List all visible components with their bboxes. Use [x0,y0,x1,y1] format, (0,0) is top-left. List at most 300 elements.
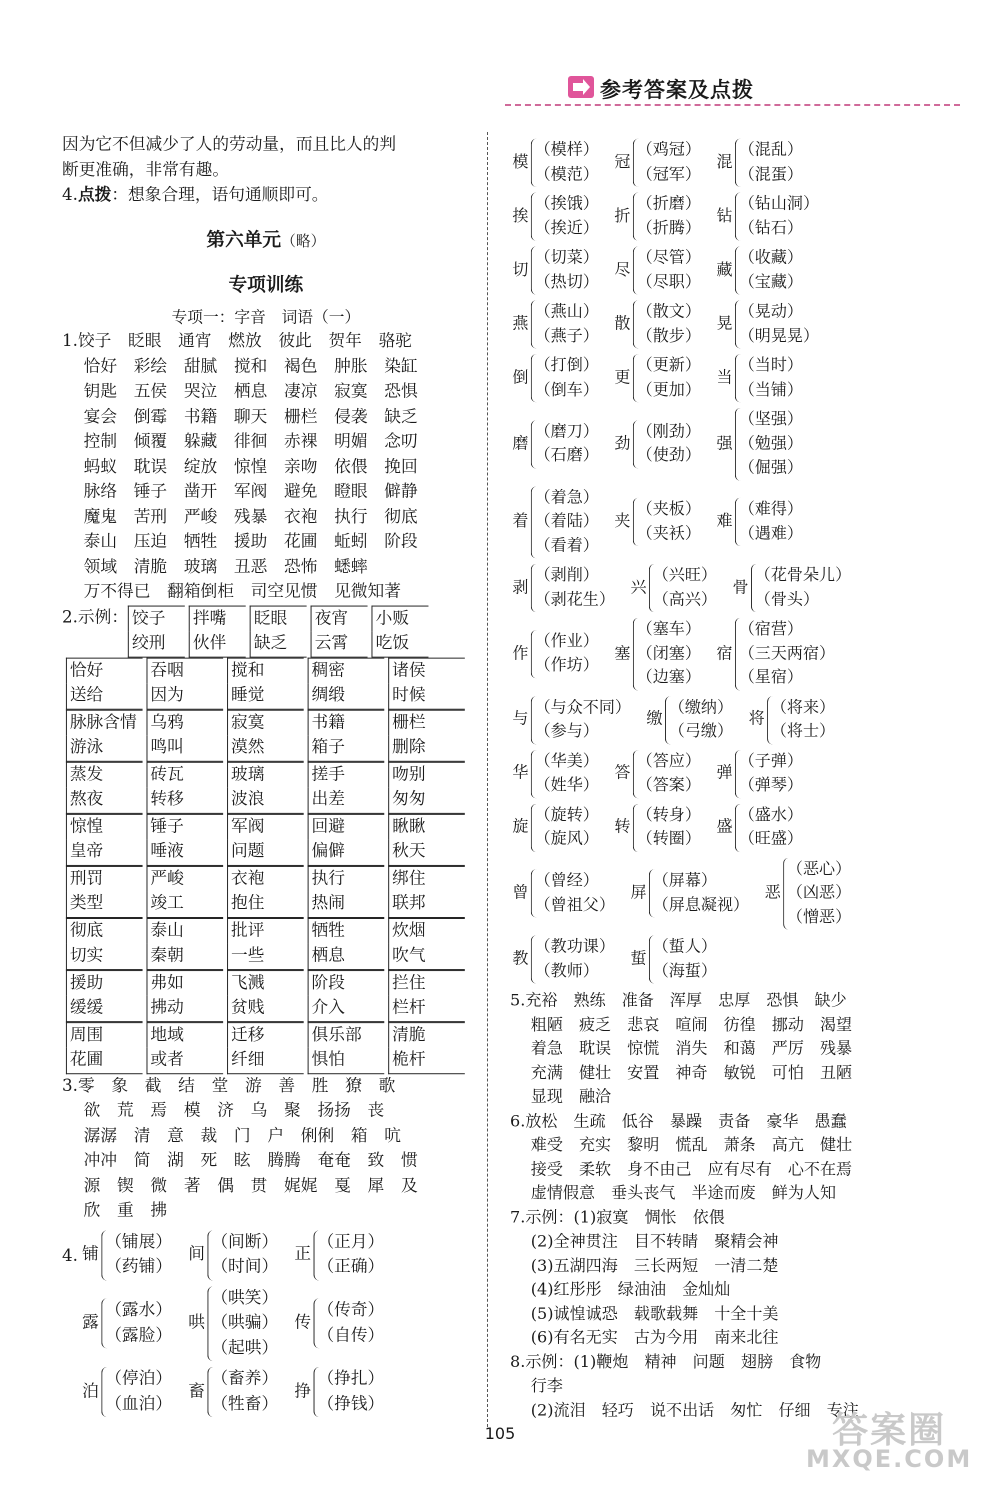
poly-word: （转圈） [636,829,701,849]
poly-word: （缴纳） [668,697,734,717]
q2-row [62,761,470,813]
poly-char: 当 [716,368,733,387]
poly-char: 塞 [614,643,631,663]
poly-word: （挨饿） [534,194,599,214]
poly-char: 答 [614,763,631,783]
q2-word: 栖息 [308,944,385,970]
poly-word: （着急） [534,487,599,507]
q2-pair [372,605,429,657]
q6-text: 接受 柔软 身不由己 应有尽有 心不在焉 [530,1159,853,1179]
poly-word: （兴旺） [652,565,717,585]
poly-group [612,498,708,546]
poly-words [531,246,599,294]
poly-word: （花骨朵儿） [754,565,852,585]
q6-block [510,1110,926,1206]
poly-word: （凶恶） [786,883,852,903]
q2-word: 泰山 [146,918,223,944]
q4-char: 哄 [188,1312,205,1333]
poly-char: 骨 [732,577,749,597]
q2-word: 唾液 [146,839,223,865]
poly-word: （高兴） [652,589,717,609]
poly-word: （燕山） [534,302,599,322]
poly-group [714,408,810,480]
poly-word: （明晃晃） [738,326,820,346]
poly-word: （曾经） [534,871,599,891]
q4-char: 传 [294,1312,312,1333]
poly-word: （将士） [770,721,836,741]
q4-hint-label: 4. [62,185,78,205]
q2-word: 或者 [146,1048,223,1074]
q5-block [510,989,926,1109]
q1-text: 万不得已 翻箱倒柜 司空见惯 见微知著 [83,581,401,602]
poly-row [510,246,926,294]
poly-words [735,408,803,480]
intro-line-2: 断更准确，非常有趣。 [62,160,230,180]
arrow-icon [568,76,594,98]
poly-group [510,630,606,678]
poly-group [762,857,858,929]
q2-word: 缓缓 [66,996,143,1022]
poly-word: （旺盛） [738,829,803,849]
q2-word: 军阀 [227,813,304,839]
poly-row [510,193,926,241]
q2-word: 伙伴 [189,631,246,657]
poly-word: （散步） [636,326,701,346]
q2-pair [66,865,143,917]
q2-word: 转移 [146,787,223,813]
q2-word: 因为 [146,683,223,709]
q2-word: 刑罚 [66,865,143,891]
q2-word: 纤细 [227,1048,304,1074]
q1-text: 魔鬼 苦刑 严峻 残暴 衣袍 执行 彻底 [83,506,418,527]
q8-row [510,1351,926,1375]
q2-word: 联邦 [388,891,465,917]
q2-word: 竣工 [146,891,223,917]
q2-pair [146,865,223,917]
poly-word: （使劲） [636,446,701,465]
poly-word: （憎恶） [786,907,852,927]
q4-char: 正 [294,1244,312,1265]
poly-group [510,246,606,294]
q2-word: 桅杆 [388,1048,465,1074]
poly-word: （钻石） [738,218,803,238]
poly-words [531,630,599,678]
poly-group [510,193,606,241]
poly-words [531,564,615,612]
q4-words [207,1286,278,1361]
poly-words [735,246,803,294]
poly-words [633,498,701,546]
q7-row [510,1303,926,1327]
poly-words [735,139,803,187]
poly-word: （教师） [534,961,599,981]
q7-text: (3)五湖四海 三长两短 一清二楚 [530,1256,779,1276]
q2-block [62,605,470,1074]
poly-word: （燕子） [534,326,599,346]
poly-char: 着 [512,511,529,531]
poly-group [612,750,708,798]
poly-char: 剥 [512,577,529,597]
q2-pair [227,657,304,709]
q2-pair [128,605,185,657]
q2-word: 贫贱 [227,996,304,1022]
q2-word: 回避 [308,813,385,839]
q4-word: （露脸） [105,1325,173,1346]
q2-word: 彻底 [66,918,143,944]
q1-text: 恰好 彩绘 甜腻 搅和 褐色 肿胀 染缸 [83,356,418,377]
q2-word: 秋天 [388,839,465,865]
q2-pair [388,761,465,813]
q7-row [510,1230,926,1254]
q7-row [510,1278,926,1302]
poly-words [665,696,733,744]
poly-words [531,193,599,241]
q4-row [80,1230,470,1280]
poly-words [735,750,803,798]
q8-row [510,1375,926,1399]
q2-pair [227,865,304,917]
q4-group [292,1367,392,1417]
poly-char: 强 [716,434,733,453]
q2-word: 砖瓦 [146,761,223,787]
poly-words [633,354,701,402]
poly-char: 盛 [716,817,733,837]
poly-word: （勉强） [738,434,803,453]
q2-word: 批评 [227,918,304,944]
q4-char: 挣 [294,1381,312,1402]
q4-word: （间断） [211,1231,279,1252]
poly-word: （折腾） [636,218,701,238]
q2-pair [66,761,143,813]
q4-char: 畜 [188,1381,205,1402]
q2-word: 绞刑 [128,631,185,657]
q2-word: 俱乐部 [308,1022,385,1048]
q5-row [510,989,926,1013]
q1-text: 脉络 锤子 凿开 军阀 避免 瞪眼 僻静 [83,481,418,502]
q2-word: 波浪 [227,787,304,813]
q2-word: 一些 [227,944,304,970]
q4-words [207,1230,278,1280]
right-column [510,133,926,1423]
q8-text: 8.示例：(1)鞭炮 精神 问题 翅膀 食物 [510,1352,822,1372]
q4-words [101,1298,172,1348]
q2-pair [66,709,143,761]
poly-word: （石磨） [534,446,599,465]
q4-char: 间 [188,1244,205,1265]
poly-char: 燕 [512,314,529,334]
q2-word: 迁移 [227,1022,304,1048]
poly-word: （当时） [738,356,803,375]
poly-words [531,139,599,187]
q6-text: 虚情假意 垂头丧气 半途而废 鲜为人知 [530,1183,837,1203]
q2-word: 介入 [308,996,385,1022]
poly-word: （夹袄） [636,524,701,543]
poly-word: （坚强） [738,409,803,429]
q6-label: 6. [510,1111,526,1131]
poly-word: （星宿） [738,667,803,687]
poly-group [714,246,810,294]
poly-group [510,935,622,983]
q2-pair [388,813,465,865]
poly-word: （海蜇） [652,961,717,981]
poly-word: （三天两宿） [738,643,836,663]
training-heading: 专项训练 [228,273,304,296]
q2-word: 时候 [388,683,465,709]
q2-pair [227,709,304,761]
poly-words [735,300,819,348]
q3-label: 3. [62,1075,78,1096]
unit6-title: 第六单元 [206,228,282,251]
poly-char: 恶 [764,883,781,903]
poly-char: 宿 [716,643,733,663]
polyphone-groups [510,139,926,984]
q2-word: 热闹 [308,891,385,917]
q2-label: 2.示例： [62,607,129,627]
poly-char: 转 [614,817,631,837]
q2-word: 瞅瞅 [388,813,465,839]
q2-word: 乌鸦 [146,709,223,735]
q2-word: 执行 [308,865,385,891]
q1-row [62,555,470,580]
q4-word: （畜养） [211,1368,279,1389]
q1-label: 1. [62,331,78,352]
q7-row [510,1206,926,1230]
poly-word: （打倒） [534,356,599,375]
poly-word: （屏息凝视） [652,895,750,915]
q4-row [80,1367,470,1417]
poly-word: （答应） [636,751,701,771]
poly-words [735,498,803,546]
q4-words [314,1230,385,1280]
subsection-title: 专项一：字音 词语（一） [171,307,361,327]
q3-text: 潺潺 清 意 裁 门 户 俐俐 箱 吭 [83,1125,401,1146]
q2-pair [308,1022,385,1074]
q4-groups [62,1230,470,1417]
poly-group [714,618,843,690]
q1-text: 领域 清脆 玻璃 丑恶 恐怖 蟋蟀 [83,556,368,577]
poly-word: （将来） [770,697,836,717]
q1-row [62,405,470,430]
poly-char: 夹 [614,511,631,531]
poly-group [510,804,606,852]
q2-row [62,918,470,970]
poly-word: （倔强） [738,458,803,477]
q4-group [80,1230,180,1280]
q1-text: 泰山 压迫 牺牲 援助 花圃 蚯蚓 阶段 [83,531,418,552]
q2-pair [227,970,304,1022]
q4-words [314,1298,385,1348]
q2-pair [227,761,304,813]
poly-word: （转身） [636,805,701,825]
q2-word: 搅和 [227,657,304,683]
q4-word: （血泊） [105,1394,173,1414]
q6-text: 难受 充实 黎明 慌乱 萧条 高亢 健壮 [530,1135,853,1155]
poly-group [714,300,826,348]
q2-pair [227,918,304,970]
q2-word: 箱子 [308,735,385,761]
poly-group [612,420,708,468]
poly-group [510,696,639,744]
poly-word: （姓华） [534,775,599,795]
poly-row [510,750,926,798]
q2-word: 衣袍 [227,865,304,891]
poly-word: （骨头） [754,589,820,609]
q4-block [62,1230,470,1417]
q2-pair [308,709,385,761]
q2-word: 惧怕 [308,1048,385,1074]
poly-group [714,750,810,798]
q2-word: 拦住 [388,970,465,996]
poly-word: （混乱） [738,140,803,160]
poly-char: 晃 [716,314,733,334]
poly-words [767,696,835,744]
poly-word: （屏幕） [652,871,717,891]
q6-row [510,1110,926,1134]
q3-row [62,1124,470,1149]
q7-row [510,1254,926,1278]
q5-text: 着急 耽误 惊慌 消失 和蔼 严厉 残暴 [530,1039,853,1059]
poly-row [510,935,926,983]
poly-group [746,696,842,744]
q5-text: 充满 健壮 安置 神奇 敏锐 可怕 丑陋 [530,1063,853,1083]
q2-word: 鸣叫 [146,735,223,761]
q5-text: 充裕 熟练 准备 浑厚 忠厚 恐惧 缺少 [525,991,847,1011]
q5-row [510,1086,926,1110]
poly-char: 冠 [614,152,631,172]
q1-text: 蚂蚁 耽误 绽放 惊惶 亲吻 依偎 挽回 [83,456,418,477]
poly-word: （剥花生） [534,589,615,609]
poly-group [510,750,606,798]
poly-word: （折磨） [636,194,701,214]
q2-row [62,970,470,1022]
poly-words [783,857,851,929]
q2-word: 阶段 [308,970,385,996]
page-number: 105 [484,1424,516,1443]
q2-word: 漠然 [227,735,304,761]
poly-char: 混 [716,152,733,172]
q2-pair [146,813,223,865]
q2-pair [146,918,223,970]
q2-word: 游泳 [66,735,143,761]
q2-word: 睡觉 [227,683,304,709]
q4-group [80,1298,180,1348]
q4-word: （药铺） [105,1256,173,1277]
poly-word: （闭塞） [636,643,701,663]
poly-word: （华美） [534,751,599,771]
q2-word: 稠密 [308,657,385,683]
q1-row [62,355,470,380]
poly-word: （鸡冠） [636,140,701,160]
q2-word: 严峻 [146,865,223,891]
q2-pair [388,970,465,1022]
q2-pair [66,970,143,1022]
q2-pair [227,1022,304,1074]
poly-group [714,354,810,402]
q4-char: 铺 [82,1244,99,1265]
poly-char: 教 [512,949,529,969]
poly-word: （冠军） [636,164,701,184]
q5-row [510,1062,926,1086]
poly-words [531,804,599,852]
poly-word: （蜇人） [652,937,717,957]
poly-group [714,193,826,241]
q7-text: (5)诚惶诚恐 载歌载舞 十全十美 [530,1304,779,1324]
q2-word: 吹气 [388,944,465,970]
watermark [806,1410,973,1473]
poly-word: （钻山洞） [738,194,820,214]
poly-word: （晃动） [738,302,803,322]
poly-char: 尽 [614,260,631,280]
watermark-line-2: MXQE.COM [806,1445,973,1473]
poly-words [531,750,599,798]
poly-word: （挨近） [534,218,599,238]
poly-char: 蜇 [630,949,647,969]
q5-text: 显现 融洽 [530,1087,612,1107]
poly-words [531,935,615,983]
q4-word: （传奇） [317,1300,385,1321]
q2-word: 缺乏 [250,631,307,657]
poly-words [633,420,701,468]
q4-words [101,1230,172,1280]
q4-row [80,1286,470,1361]
q4-word: （哄笑） [211,1287,279,1308]
poly-char: 将 [748,709,765,729]
poly-row [510,408,926,480]
q2-word: 抱住 [227,891,304,917]
q4-word: （时间） [211,1256,279,1277]
q2-word: 绑住 [388,865,465,891]
q4-words [314,1367,385,1417]
q2-row [62,1022,470,1074]
q4-word: （哄骗） [211,1312,279,1333]
q2-word: 吻别 [388,761,465,787]
q2-word: 熬夜 [66,787,143,813]
q1-row [62,580,470,605]
poly-word: （宝藏） [738,272,803,292]
poly-char: 倒 [512,368,529,387]
poly-row [510,804,926,852]
column-divider [487,132,488,1427]
q3-row [62,1174,470,1199]
q3-row [62,1074,470,1099]
q3-row [62,1099,470,1124]
poly-row [510,857,926,929]
q4-group [186,1367,286,1417]
q2-row [62,605,470,657]
poly-word: （旋转） [534,805,599,825]
q2-pair [66,813,143,865]
poly-row [510,486,926,558]
q2-pair [146,761,223,813]
poly-word: （尽管） [636,248,701,268]
poly-word: （模样） [534,140,599,160]
poly-words [633,804,701,852]
poly-words [735,193,819,241]
q2-word: 脉脉含情 [66,709,143,735]
header-rule [505,104,960,106]
q1-row [62,455,470,480]
q2-word: 弗如 [146,970,223,996]
q4-word: （停泊） [105,1368,173,1389]
poly-char: 屏 [630,883,647,903]
q4-word: （牲畜） [211,1394,279,1414]
poly-word: （难得） [738,499,803,519]
q6-row [510,1182,926,1206]
poly-group [628,564,724,612]
poly-words [531,300,599,348]
q3-block [62,1074,470,1224]
left-column [62,133,470,1423]
